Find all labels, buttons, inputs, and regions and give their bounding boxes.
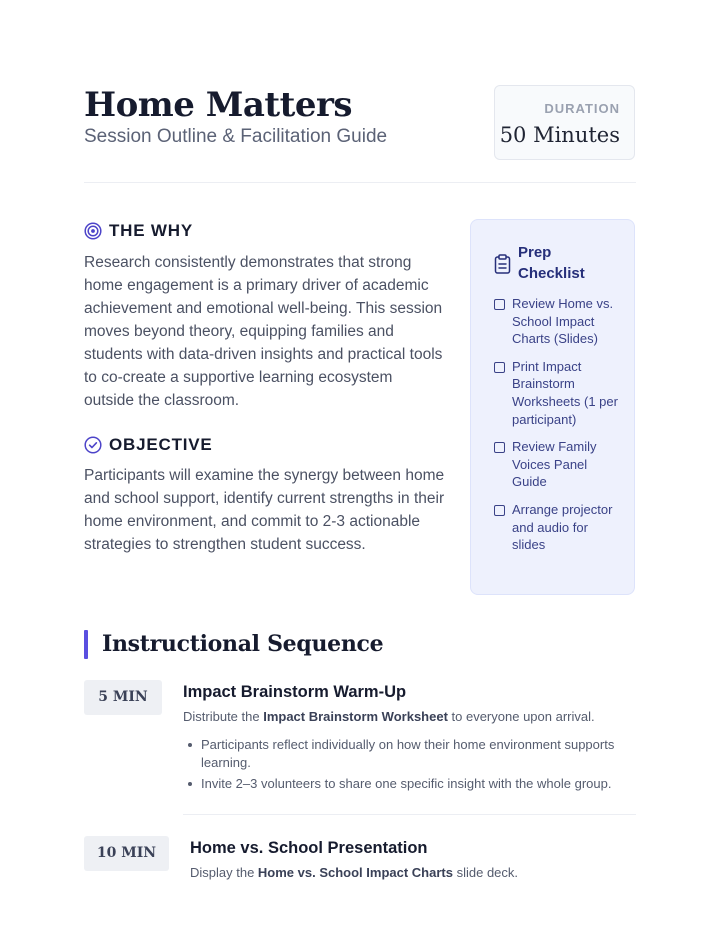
checkbox[interactable] xyxy=(494,299,505,310)
sequence-title: Instructional Sequence xyxy=(102,631,384,657)
duration-value: 50 Minutes xyxy=(499,123,620,147)
prep-checklist-title: Prep Checklist xyxy=(518,244,585,282)
prep-checklist-heading xyxy=(494,242,598,284)
checklist-item-label: Print Impact Brainstorm Worksheets (1 per participant) xyxy=(512,358,618,427)
clipboard-icon xyxy=(494,254,511,274)
step-divider xyxy=(183,814,636,815)
checklist-item[interactable] xyxy=(494,501,624,554)
why-text: Research consistently demonstrates that strong home engagement is a primary driver of academic achievement and emotional well-being. This session moves beyond theory, equipping families and students with data-driven insights and practical tools to co-create a supportive learning ecosystem outside the classroom. xyxy=(84,254,443,409)
step-description xyxy=(183,708,595,726)
step-description-text: slide deck. xyxy=(452,865,519,880)
prep-checklist xyxy=(494,295,624,564)
step-description-emphasis: Impact Brainstorm Worksheet xyxy=(263,709,448,724)
why-heading xyxy=(84,220,193,242)
step-title: Impact Brainstorm Warm-Up xyxy=(183,683,407,701)
why-heading-label: THE WHY xyxy=(109,221,193,240)
checklist-item-label: Review Home vs. School Impact Charts (Slides) xyxy=(512,296,614,347)
checkbox[interactable] xyxy=(494,362,505,373)
objective-text: Participants will examine the synergy between home and school support, identify current strengths in their home environment, and commit to 2-3 actionable strategies to strengthen student success. xyxy=(84,467,445,553)
step-description-text: Distribute the xyxy=(183,709,264,724)
checkbox[interactable] xyxy=(494,442,505,453)
sequence-accent-bar xyxy=(84,630,88,659)
list-item: Participants reflect individually on how their home environment supports learning. xyxy=(201,736,636,771)
checkbox[interactable] xyxy=(494,505,505,516)
session-outline-page xyxy=(84,0,636,932)
step-description-text: to everyone upon arrival. xyxy=(447,709,595,724)
step-bullet-list xyxy=(201,736,636,797)
list-item: Invite 2–3 volunteers to share one specific insight with the whole group. xyxy=(201,775,636,793)
checklist-item-label: Review Family Voices Panel Guide xyxy=(512,439,597,490)
step-time-badge: 10 MIN xyxy=(84,836,169,871)
step-description-emphasis: Home vs. School Impact Charts xyxy=(257,865,453,880)
checklist-item[interactable] xyxy=(494,295,624,348)
checklist-item[interactable] xyxy=(494,358,624,428)
step-description xyxy=(190,864,518,882)
step-title: Home vs. School Presentation xyxy=(190,839,428,857)
check-circle-icon xyxy=(84,436,102,454)
page-title: Home Matters xyxy=(84,85,353,125)
checklist-item-label: Arrange projector and audio for slides xyxy=(512,501,613,553)
step-time-badge: 5 MIN xyxy=(84,680,162,715)
duration-card xyxy=(494,85,635,160)
prep-checklist-panel xyxy=(470,219,635,595)
objective-heading xyxy=(84,434,213,456)
header-divider xyxy=(84,182,636,183)
step-description-text: Display the xyxy=(190,865,258,880)
checklist-item[interactable] xyxy=(494,438,624,491)
target-icon xyxy=(84,222,102,240)
objective-heading-label: OBJECTIVE xyxy=(109,435,213,454)
duration-label: DURATION xyxy=(544,101,620,116)
page-subtitle: Session Outline & Facilitation Guide xyxy=(84,126,388,147)
